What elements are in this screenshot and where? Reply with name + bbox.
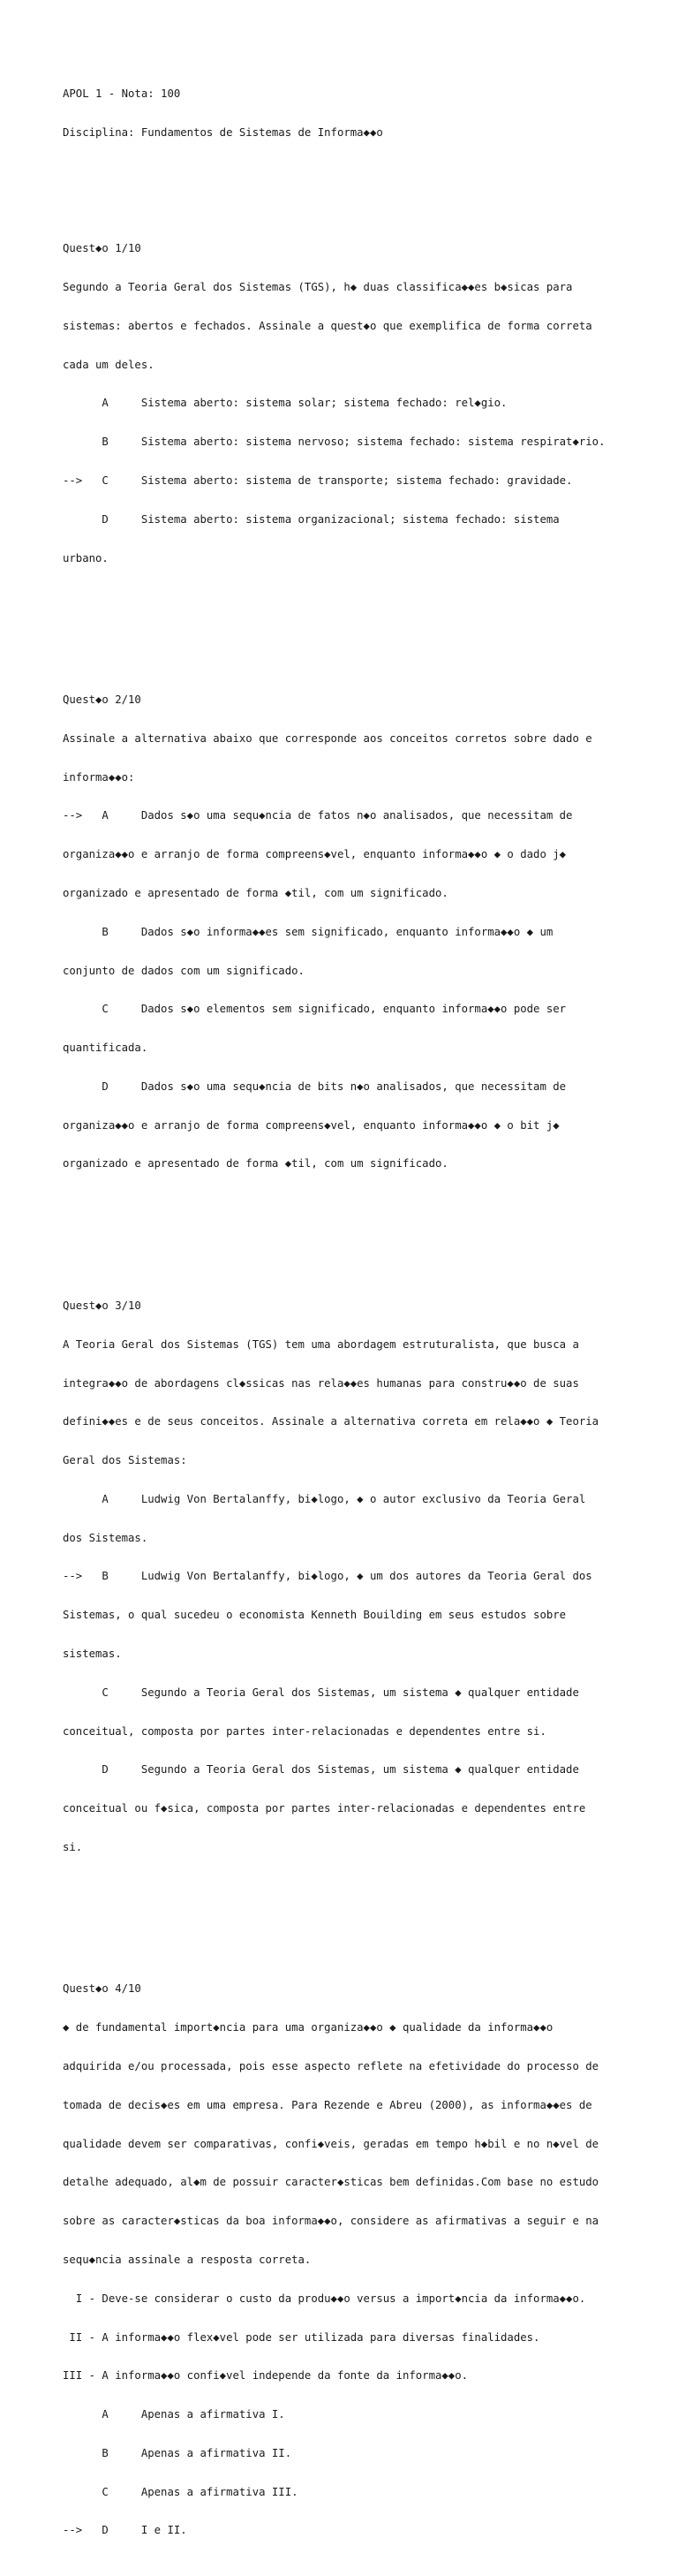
- question-2: [63, 668, 672, 1196]
- option-d-selected: --> D I e II.: [63, 2524, 187, 2537]
- option-c: C Dados s◆o elementos sem significado, enquanto informa◆◆o pode ser: [63, 1003, 567, 1016]
- option-a: A Apenas a afirmativa I.: [63, 2408, 285, 2421]
- spacer: [63, 165, 672, 178]
- option-c-selected: --> C Sistema aberto: sistema de transporte; sistema fechado: gravidade.: [63, 474, 573, 487]
- question-label: Quest◆o 3/10: [63, 1299, 141, 1312]
- spacer: [63, 1905, 672, 1919]
- question-text-line: cada um deles.: [63, 358, 154, 371]
- question-label: Quest◆o 2/10: [63, 693, 141, 707]
- option-continuation: organiza◆◆o e arranjo de forma compreens◆vel, enquanto informa◆◆o ◆ o bit j◆: [63, 1118, 560, 1132]
- option-c: C Apenas a afirmativa III.: [63, 2485, 298, 2498]
- question-3: [63, 1274, 672, 1880]
- question-text-line: Geral dos Sistemas:: [63, 1454, 187, 1467]
- document-page: [63, 62, 672, 2576]
- option-continuation: Sistemas, o qual sucedeu o economista Kenneth Bouilding em seus estudos sobre: [63, 1609, 567, 1622]
- option-d: D Dados s◆o uma sequ◆ncia de bits n◆o analisados, que necessitam de: [63, 1080, 567, 1093]
- option-continuation: organiza◆◆o e arranjo de forma compreens◆vel, enquanto informa◆◆o ◆ o dado j◆: [63, 848, 567, 861]
- statement-i: I - Deve-se considerar o custo da produ◆◆o versus a import◆ncia da informa◆◆o.: [63, 2292, 586, 2305]
- option-continuation: conjunto de dados com um significado.: [63, 964, 305, 977]
- discipline-line: Disciplina: Fundamentos de Sistemas de Informa◆◆o: [63, 125, 383, 139]
- option-continuation: quantificada.: [63, 1042, 148, 1055]
- question-text-line: qualidade devem ser comparativas, confi◆veis, geradas em tempo h◆bil e no n◆vel de: [63, 2137, 599, 2150]
- question-text-line: detalhe adequado, al◆m de possuir caracter◆sticas bem definidas.Com base no estudo: [63, 2176, 599, 2189]
- option-a: A Ludwig Von Bertalanffy, bi◆logo, ◆ o autor exclusivo da Teoria Geral: [63, 1492, 586, 1505]
- question-1: [63, 216, 672, 590]
- option-c: C Segundo a Teoria Geral dos Sistemas, um sistema ◆ qualquer entidade: [63, 1686, 579, 1699]
- option-b: B Sistema aberto: sistema nervoso; sistema fechado: sistema respirat◆rio.: [63, 436, 606, 449]
- option-continuation: urbano.: [63, 551, 109, 564]
- question-text-line: A Teoria Geral dos Sistemas (TGS) tem uma abordagem estruturalista, que busca a: [63, 1337, 579, 1351]
- question-text-line: defini◆◆es e de seus conceitos. Assinale a alternativa correta em rela◆◆o ◆ Teoria: [63, 1415, 599, 1428]
- document-title: APOL 1 - Nota: 100: [63, 87, 181, 101]
- question-text-line: Assinale a alternativa abaixo que corresponde aos conceitos corretos sobre dado e: [63, 731, 592, 745]
- question-text-line: Segundo a Teoria Geral dos Sistemas (TGS), h◆ duas classifica◆◆es b◆sicas para: [63, 281, 573, 294]
- question-4: [63, 1957, 672, 2563]
- spacer: [63, 617, 672, 630]
- option-continuation: conceitual ou f◆sica, composta por partes inter-relacionadas e dependentes entre: [63, 1802, 586, 1815]
- question-text-line: sistemas: abertos e fechados. Assinale a quest◆o que exemplifica de forma correta: [63, 319, 592, 332]
- question-label: Quest◆o 1/10: [63, 242, 141, 255]
- option-d: D Sistema aberto: sistema organizacional; sistema fechado: sistema: [63, 512, 560, 526]
- option-continuation: si.: [63, 1840, 83, 1853]
- spacer: [63, 1222, 672, 1235]
- option-continuation: organizado e apresentado de forma ◆til, com um significado.: [63, 887, 448, 899]
- statement-ii: II - A informa◆◆o flex◆vel pode ser utilizada para diversas finalidades.: [63, 2330, 540, 2344]
- option-b: B Dados s◆o informa◆◆es sem significado, enquanto informa◆◆o ◆ um: [63, 925, 554, 938]
- question-text-line: tomada de decis◆es em uma empresa. Para Rezende e Abreu (2000), as informa◆◆es de: [63, 2098, 592, 2111]
- option-b-selected: --> B Ludwig Von Bertalanffy, bi◆logo, ◆ um dos autores da Teoria Geral dos: [63, 1570, 592, 1583]
- option-a-selected: --> A Dados s◆o uma sequ◆ncia de fatos n◆o analisados, que necessitam de: [63, 809, 573, 822]
- question-text-line: integra◆◆o de abordagens cl◆ssicas nas rela◆◆es humanas para constru◆◆o de suas: [63, 1376, 579, 1390]
- option-d: D Segundo a Teoria Geral dos Sistemas, um sistema ◆ qualquer entidade: [63, 1763, 579, 1777]
- option-continuation: organizado e apresentado de forma ◆til, com um significado.: [63, 1157, 448, 1171]
- option-a: A Sistema aberto: sistema solar; sistema fechado: rel◆gio.: [63, 397, 508, 410]
- question-text-line: sequ◆ncia assinale a resposta correta.: [63, 2253, 312, 2266]
- question-text-line: informa◆◆o:: [63, 770, 135, 784]
- question-text-line: adquirida e/ou processada, pois esse aspecto reflete na efetividade do processo de: [63, 2060, 599, 2073]
- question-text-line: sobre as caracter◆sticas da boa informa◆◆o, considere as afirmativas a seguir e na: [63, 2215, 599, 2228]
- option-continuation: dos Sistemas.: [63, 1531, 148, 1544]
- question-text-line: ◆ de fundamental import◆ncia para uma organiza◆◆o ◆ qualidade da informa◆◆o: [63, 2021, 554, 2034]
- option-continuation: sistemas.: [63, 1648, 122, 1661]
- question-label: Quest◆o 4/10: [63, 1982, 141, 1996]
- option-b: B Apenas a afirmativa II.: [63, 2446, 292, 2459]
- statement-iii: III - A informa◆◆o confi◆vel independe da fonte da informa◆◆o.: [63, 2369, 469, 2383]
- option-continuation: conceitual, composta por partes inter-relacionadas e dependentes entre si.: [63, 1724, 546, 1738]
